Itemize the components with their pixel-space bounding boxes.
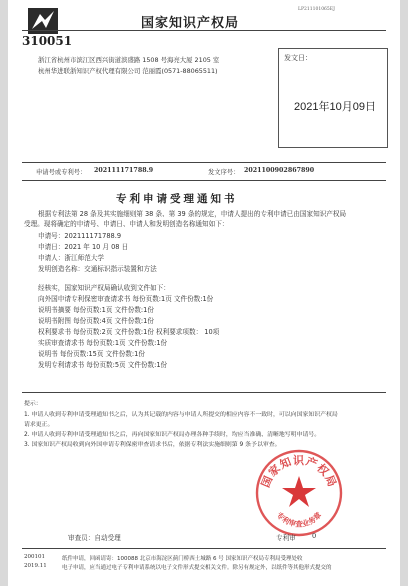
- footer-line: 电子申请，应当通过电子专利申请系统以电子文件形式提交相关文件。除另有规定外，以纸件等其他形式提交的: [62, 565, 332, 571]
- department-tail: 0: [312, 532, 317, 540]
- office-name: 国家知识产权局: [141, 16, 240, 31]
- recipient-address-line: 浙江省杭州市滨江区西兴街道滨盛路 1508 号海亮大厦 2105 室: [38, 56, 220, 64]
- note-item: 3. 国家知识产权局收到向外国申请专利保密审查请求书后，依据专利法实施细则第 9 条予以审查。: [24, 442, 281, 448]
- document-item: 权利要求书 每份页数:2页 文件份数:1份 权利要求项数： 10项: [38, 328, 220, 336]
- notice-title: 专利申请受理通知书: [116, 193, 238, 205]
- document-item: 向外国申请专利保密审查请求书 每份页数:1页 文件份数:1份: [38, 295, 214, 303]
- notice-page: [8, 0, 400, 586]
- field-application-date: 申请日：2021 年 10 月 08 日: [38, 243, 129, 251]
- field-application-number: 申请号：202111171788.9: [38, 232, 122, 240]
- note-item: 请求更正。: [24, 422, 54, 428]
- document-item: 实质审查请求书 每份页数:1页 文件份数:1份: [38, 339, 168, 347]
- reference-code: LP211101065EJ: [298, 7, 335, 12]
- document-item: 说明书摘要 每份页数:1页 文件份数:1份: [38, 306, 154, 314]
- application-number: 202111171788.9: [94, 167, 154, 174]
- document-item: 说明书附图 每份页数:4页 文件份数:1份: [38, 317, 154, 325]
- application-number-label: 申请号或专利号：: [36, 169, 87, 176]
- note-item: 1. 申请人收到专利申请受理通知书之后，认为其记载的内容与申请人所提交的相应内容不一致时，可以向国家知识产权局: [24, 412, 338, 418]
- documents-intro: 经核实，国家知识产权局确认收到文件如下：: [38, 284, 170, 292]
- document-item: 说明书 每份页数:15页 文件份数:1份: [38, 350, 145, 358]
- issue-number-label: 发文序号：: [208, 169, 240, 176]
- send-date-label: 发文日：: [284, 54, 312, 62]
- recipient-address-line: 杭州华进联浙知识产权代理有限公司 范丽霞(0571-88065511): [38, 67, 218, 75]
- recipient-postcode: 310051: [22, 34, 73, 48]
- department-fragment: 专利审: [276, 534, 296, 542]
- svg-text:国家知识产权局: 国家知识产权局: [258, 454, 340, 490]
- form-code: 200101: [24, 554, 45, 560]
- note-item: 2. 申请人收到专利申请受理通知书之后，再向国家知识产权局办理各种手续时，均应当准确、清晰地写明申请号。: [24, 432, 321, 438]
- issue-number: 2021100902867890: [244, 167, 315, 174]
- official-seal-icon: [254, 448, 344, 538]
- document-item: 发明专利请求书 每份页数:5页 文件份数:1份: [38, 361, 168, 369]
- footer-line: 纸件申请，回函请寄：100088 北京市海淀区蓟门桥西土城路 6 号 国家知识产权局专利局受理处收: [62, 556, 303, 562]
- intro-line: 根据专利法第 28 条及其实施细则第 38 条、第 39 条的规定，申请人提出的专利申请已由国家知识产权局: [38, 210, 347, 218]
- field-applicant: 申请人：浙江师范大学: [38, 254, 104, 262]
- send-date-value: 2021年10月09日: [294, 101, 376, 113]
- svg-text:专利审查业务章: 专利审查业务章: [274, 510, 324, 529]
- notes-heading: 提示：: [24, 401, 42, 407]
- examiner: 审查员：自动受理: [68, 534, 121, 542]
- field-invention-title: 发明创造名称：交通标识指示装置和方法: [38, 265, 157, 273]
- intro-line: 受理。现将确定的申请号、申请日、申请人和发明创造名称通知如下：: [24, 220, 229, 228]
- form-version: 2019.11: [24, 563, 47, 569]
